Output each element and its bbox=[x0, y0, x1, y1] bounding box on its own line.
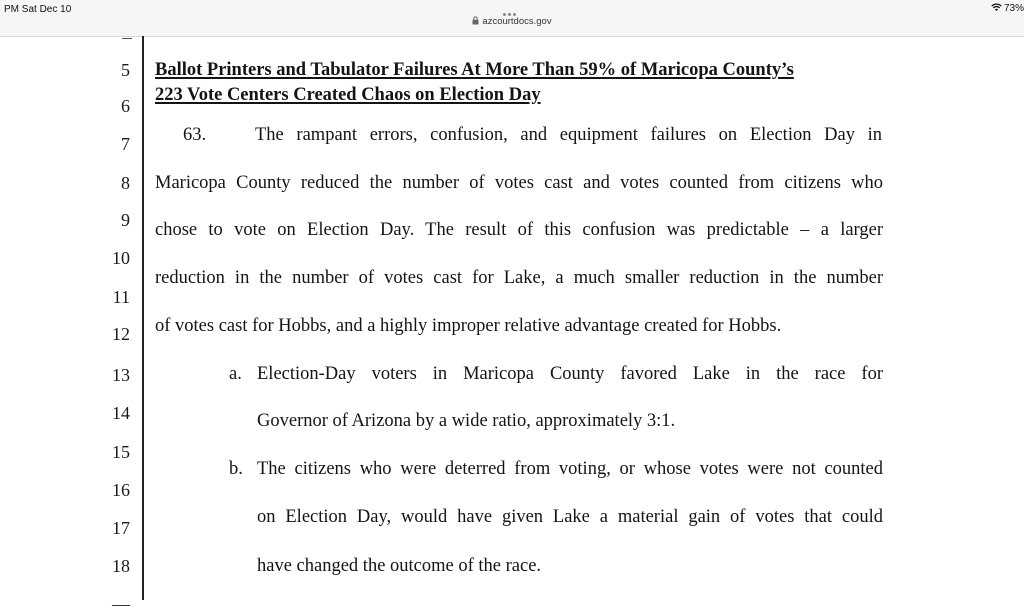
browser-status-bar bbox=[0, 0, 1024, 37]
url-text: azcourtdocs.gov bbox=[482, 16, 552, 27]
line-number: 7 bbox=[121, 134, 130, 154]
paragraph-line: The rampant errors, confusion, and equipment failures on Election Day in bbox=[255, 125, 882, 145]
wifi-icon bbox=[991, 3, 1002, 12]
list-item-line: Governor of Arizona by a wide ratio, approximately 3:1. bbox=[257, 411, 676, 431]
list-item-line: Election-Day voters in Maricopa County favored Lake in the race for bbox=[257, 364, 883, 384]
line-number: 10 bbox=[112, 248, 130, 268]
line-number: 18 bbox=[112, 556, 130, 576]
list-item-label: a. bbox=[229, 364, 242, 384]
line-number: 8 bbox=[121, 173, 130, 193]
paragraph-number: 63. bbox=[183, 125, 207, 145]
line-number: 17 bbox=[112, 518, 130, 538]
line-number: 13 bbox=[112, 365, 130, 385]
list-item-label: b. bbox=[229, 459, 243, 479]
address-bar[interactable] bbox=[0, 16, 1024, 27]
line-number: 6 bbox=[121, 96, 130, 116]
paragraph-line: Maricopa County reduced the number of votes cast and votes counted from citizens who bbox=[155, 173, 883, 193]
line-number: 14 bbox=[112, 403, 130, 423]
line-number: 5 bbox=[121, 60, 130, 80]
lock-icon bbox=[472, 16, 479, 25]
margin-tick bbox=[122, 38, 132, 39]
more-dots-icon[interactable] bbox=[502, 3, 522, 9]
list-item-line: on Election Day, would have given Lake a material gain of votes that could bbox=[257, 507, 883, 527]
section-heading-line1: Ballot Printers and Tabulator Failures At More Than 59% of Maricopa County’s bbox=[155, 60, 794, 80]
battery-percent: 73% bbox=[1003, 3, 1024, 14]
cut-off-line-number: –– bbox=[112, 594, 130, 614]
line-number: 9 bbox=[121, 210, 130, 230]
paragraph-line: chose to vote on Election Day. The result of this confusion was predictable – a larger bbox=[155, 220, 883, 240]
section-heading-line2: 223 Vote Centers Created Chaos on Election Day bbox=[155, 85, 541, 105]
margin-rule bbox=[142, 36, 144, 600]
line-number: 12 bbox=[112, 324, 130, 344]
list-item-line: have changed the outcome of the race. bbox=[257, 556, 542, 576]
list-item-line: The citizens who were deterred from voting, or whose votes were not counted bbox=[257, 459, 883, 479]
status-time-date: PM Sat Dec 10 bbox=[4, 4, 72, 15]
line-number: 16 bbox=[112, 480, 130, 500]
paragraph-line: of votes cast for Hobbs, and a highly improper relative advantage created for Hobbs. bbox=[155, 316, 782, 336]
status-indicators bbox=[991, 3, 1024, 14]
line-number: 11 bbox=[112, 287, 130, 307]
line-number: 15 bbox=[112, 442, 130, 462]
paragraph-line: reduction in the number of votes cast for Lake, a much smaller reduction in the number bbox=[155, 268, 883, 288]
